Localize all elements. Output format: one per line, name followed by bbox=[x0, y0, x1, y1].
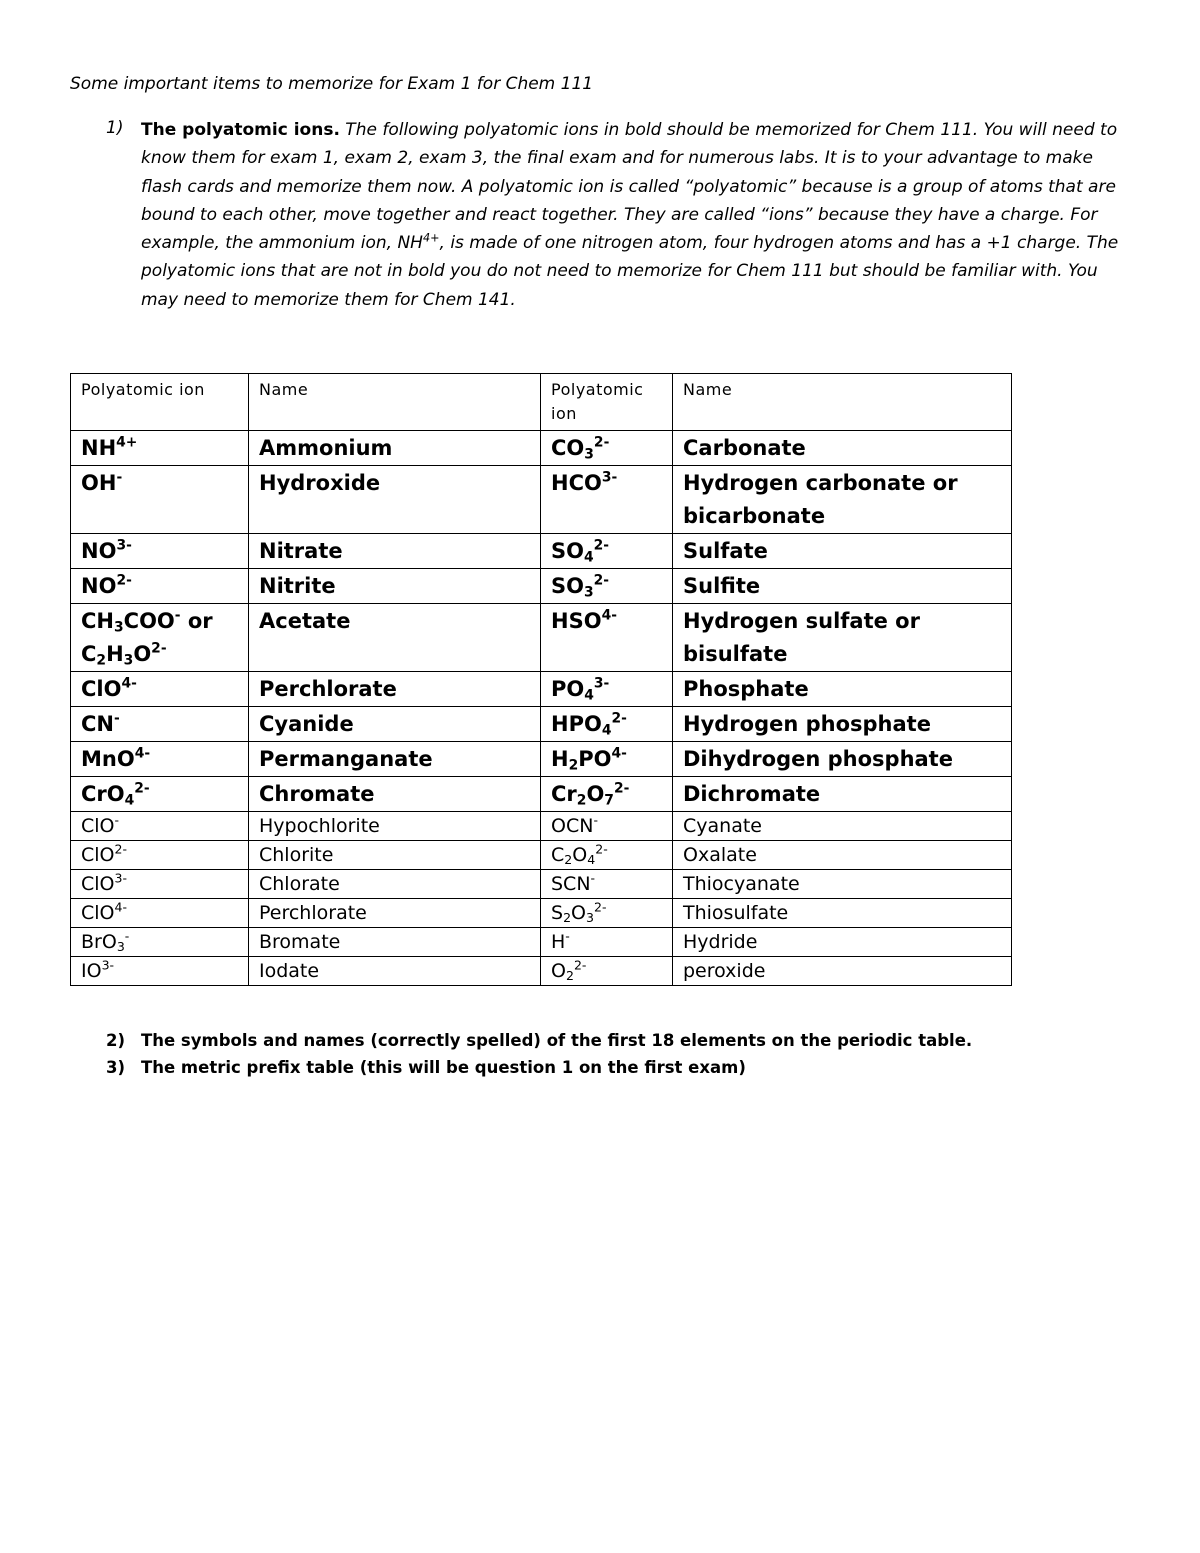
ion-formula-cell: $HSO^{4-}$ bbox=[541, 604, 673, 672]
ion-name-cell: Dihydrogen phosphate bbox=[673, 742, 1012, 777]
list-item-3-text: The metric prefix table (this will be question 1 on the first exam) bbox=[141, 1058, 746, 1077]
ion-formula-cell: $NH^{4+}$ bbox=[71, 431, 249, 466]
paragraph-text-part1: The following polyatomic ions in bold should be memorized for Chem 111. You will need to know them for exam 1, exam 2, exam 3, the final exam and for numerous labs. It is to your advantage to make flash cards and memorize them now. A polyatomic ion is called “polyatomic” because is a group of atoms that are bound to each other, move together and react together. They are called “ions” because they have a charge. For example, the ammonium ion, bbox=[141, 120, 1118, 254]
ion-name-cell: Permanganate bbox=[249, 742, 541, 777]
list-item-3 bbox=[106, 1058, 746, 1077]
ion-formula-cell: ClO$^{2-}$ bbox=[71, 841, 249, 870]
ion-formula-cell: $CH_3COO^-$ or $C_2H_3O^{2-}$ bbox=[71, 604, 249, 672]
ion-name-cell: Nitrate bbox=[249, 534, 541, 569]
table-row bbox=[71, 812, 1012, 841]
table-row bbox=[71, 604, 1012, 672]
ion-formula-cell: ClO$^{4-}$ bbox=[71, 672, 249, 707]
ion-formula-cell: $IO^{3-}$ bbox=[71, 957, 249, 986]
ion-name-cell: Sulfate bbox=[673, 534, 1012, 569]
ion-name-cell: Thiosulfate bbox=[673, 899, 1012, 928]
ion-formula-cell: $SO_3^{2-}$ bbox=[541, 569, 673, 604]
ion-formula-cell: $NO^{3-}$ bbox=[71, 534, 249, 569]
table-row bbox=[71, 466, 1012, 534]
table-header-row bbox=[71, 374, 1012, 431]
example-formula: $NH^{4+}$ bbox=[397, 231, 440, 254]
ion-name-cell: Iodate bbox=[249, 957, 541, 986]
header-cell: Name bbox=[673, 374, 1012, 431]
list-number-2: 2) bbox=[106, 1031, 126, 1050]
table-row bbox=[71, 534, 1012, 569]
ion-formula-cell: $SO_4^{2-}$ bbox=[541, 534, 673, 569]
ion-formula-cell: $C_2O_4^{2-}$ bbox=[541, 841, 673, 870]
ion-name-cell: Ammonium bbox=[249, 431, 541, 466]
table-row bbox=[71, 870, 1012, 899]
ion-formula-cell: $HCO^{3-}$ bbox=[541, 466, 673, 534]
ion-name-cell: Oxalate bbox=[673, 841, 1012, 870]
ion-formula-cell: BrO$_3$- bbox=[71, 928, 249, 957]
ion-name-cell: Dichromate bbox=[673, 777, 1012, 812]
ion-formula-cell: CN- bbox=[71, 707, 249, 742]
list-number-1: 1) bbox=[106, 118, 124, 138]
table-row bbox=[71, 957, 1012, 986]
ion-formula-cell: ClO$^{3-}$ bbox=[71, 870, 249, 899]
table-row bbox=[71, 777, 1012, 812]
polyatomic-ion-table bbox=[70, 373, 1012, 986]
ion-name-cell: Chromate bbox=[249, 777, 541, 812]
ion-name-cell: Perchlorate bbox=[249, 672, 541, 707]
table-row bbox=[71, 928, 1012, 957]
ion-name-cell: Carbonate bbox=[673, 431, 1012, 466]
ion-formula-cell: $H_2PO^{4-}$ bbox=[541, 742, 673, 777]
table-row bbox=[71, 569, 1012, 604]
ion-name-cell: Hydrogen sulfate or bisulfate bbox=[673, 604, 1012, 672]
ion-formula-cell: $S_2O_3^{2-}$ bbox=[541, 899, 673, 928]
header-cell: Polyatomic ion bbox=[541, 374, 673, 431]
table-row bbox=[71, 899, 1012, 928]
ion-name-cell: Phosphate bbox=[673, 672, 1012, 707]
ion-formula-cell: SCN- bbox=[541, 870, 673, 899]
ion-formula-cell: $CO_3^{2-}$ bbox=[541, 431, 673, 466]
list-item-2 bbox=[106, 1031, 972, 1050]
ion-formula-cell: $HPO_4^{2-}$ bbox=[541, 707, 673, 742]
ion-name-cell: Hydroxide bbox=[249, 466, 541, 534]
ion-formula-cell: MnO$^{4-}$ bbox=[71, 742, 249, 777]
header-cell: Polyatomic ion bbox=[71, 374, 249, 431]
ion-formula-cell: $O_2^{2-}$ bbox=[541, 957, 673, 986]
table-row bbox=[71, 742, 1012, 777]
table-row bbox=[71, 672, 1012, 707]
ion-name-cell: Bromate bbox=[249, 928, 541, 957]
ion-name-cell: Nitrite bbox=[249, 569, 541, 604]
ion-name-cell: Chlorate bbox=[249, 870, 541, 899]
document-title: Some important items to memorize for Exam 1 for Chem 111 bbox=[70, 74, 594, 94]
ion-name-cell: peroxide bbox=[673, 957, 1012, 986]
ion-name-cell: Perchlorate bbox=[249, 899, 541, 928]
ion-formula-cell: $NO^{2-}$ bbox=[71, 569, 249, 604]
ion-formula-cell: OH- bbox=[71, 466, 249, 534]
ion-formula-cell: ClO- bbox=[71, 812, 249, 841]
list-item-2-text: The symbols and names (correctly spelled) of the first 18 elements on the periodic table. bbox=[141, 1031, 973, 1050]
ion-name-cell: Chlorite bbox=[249, 841, 541, 870]
ion-name-cell: Cyanide bbox=[249, 707, 541, 742]
header-cell: Name bbox=[249, 374, 541, 431]
table-row bbox=[71, 707, 1012, 742]
ion-formula-cell: ClO$^{4-}$ bbox=[71, 899, 249, 928]
ion-formula-cell: CrO$_4^{2-}$ bbox=[71, 777, 249, 812]
table-row bbox=[71, 431, 1012, 466]
ion-formula-cell: OCN- bbox=[541, 812, 673, 841]
ion-formula-cell: $Cr_2O_7^{2-}$ bbox=[541, 777, 673, 812]
paragraph-bold-lead: The polyatomic ions. bbox=[141, 120, 340, 140]
table-row bbox=[71, 841, 1012, 870]
polyatomic-ions-paragraph bbox=[141, 116, 1131, 314]
ion-formula-cell: H- bbox=[541, 928, 673, 957]
ion-name-cell: Acetate bbox=[249, 604, 541, 672]
ion-name-cell: Cyanate bbox=[673, 812, 1012, 841]
ion-name-cell: Hypochlorite bbox=[249, 812, 541, 841]
ion-name-cell: Hydride bbox=[673, 928, 1012, 957]
ion-name-cell: Sulfite bbox=[673, 569, 1012, 604]
ion-formula-cell: $PO_4^{3-}$ bbox=[541, 672, 673, 707]
ion-name-cell: Hydrogen phosphate bbox=[673, 707, 1012, 742]
ion-name-cell: Thiocyanate bbox=[673, 870, 1012, 899]
paragraph-text-part2: , is made of one nitrogen atom, four hydrogen atoms and has a +1 charge. The polyatomic ions that are not in bold you do not need to memorize for Chem 111 but should be familiar with. You may need to memorize them for Chem 141. bbox=[141, 233, 1119, 310]
list-number-3: 3) bbox=[106, 1058, 126, 1077]
ion-name-cell: Hydrogen carbonate or bicarbonate bbox=[673, 466, 1012, 534]
